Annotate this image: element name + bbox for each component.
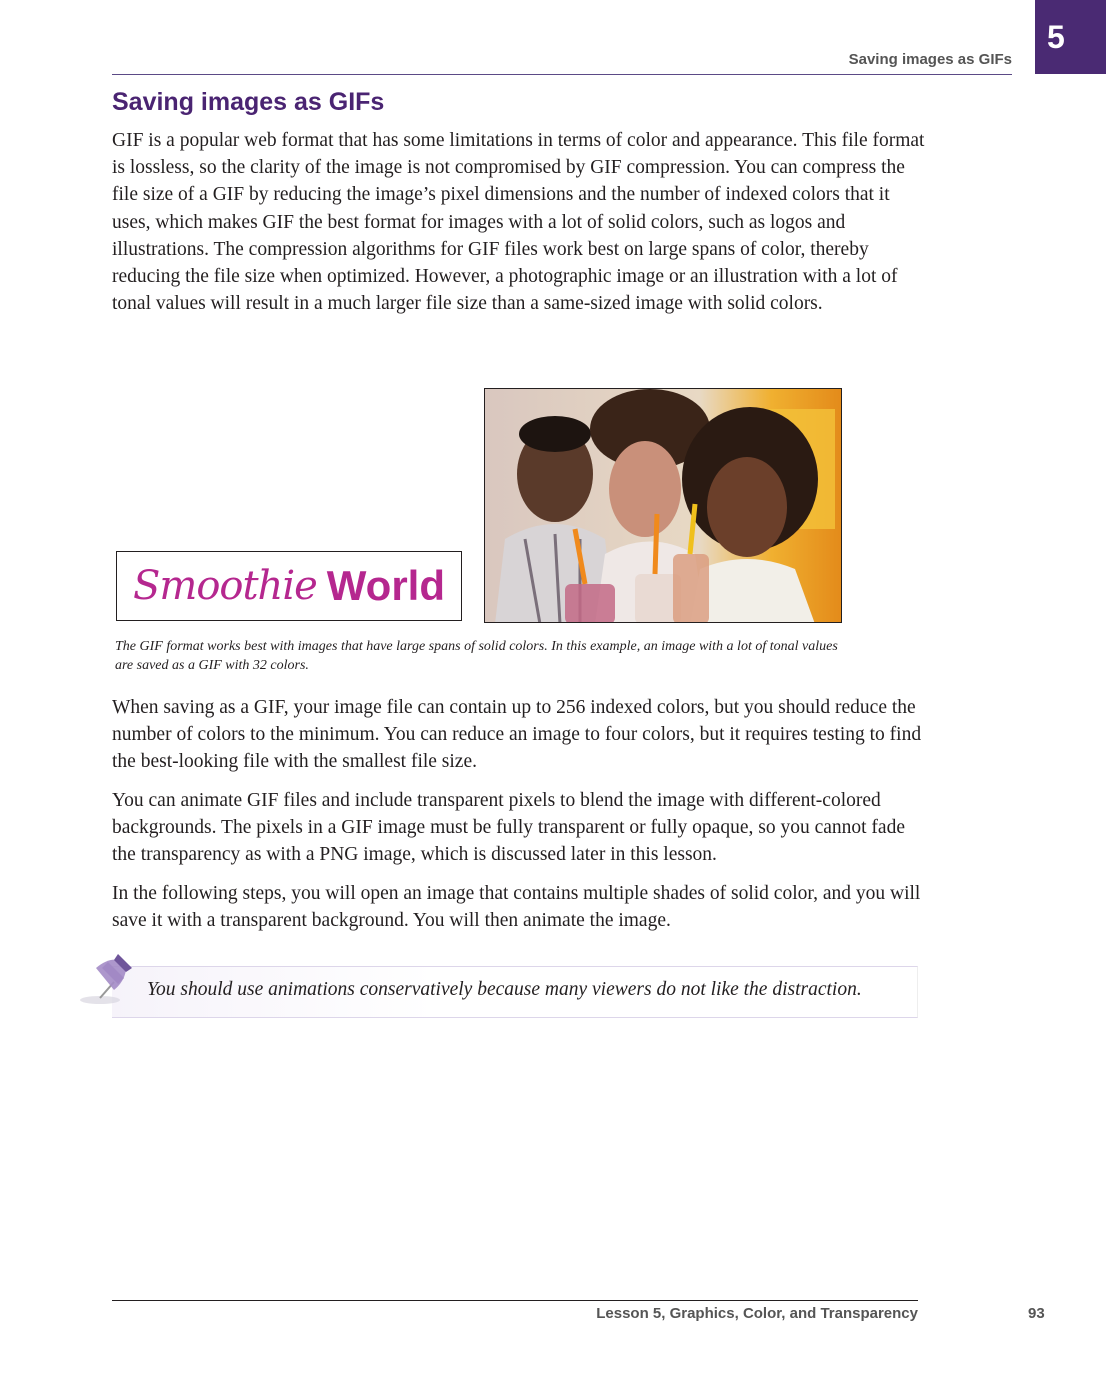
body-paragraph: When saving as a GIF, your image file can contain up to 256 indexed colors, but you should reduce the number of colors to the minimum. You can reduce an image to four colors, but it requires testing to find the best-looking file with the smallest file size. — [112, 697, 922, 773]
friends-photo — [484, 388, 842, 623]
body-paragraph: In the following steps, you will open an image that contains multiple shades of solid color, and you will save it with a transparent background. You will then animate the image. — [112, 883, 921, 932]
logo-script-word: Smoothie — [132, 563, 317, 609]
logo-bold-word: World — [326, 562, 445, 609]
pushpin-icon — [78, 948, 140, 1010]
body-paragraph: You can animate GIF files and include transparent pixels to blend the image with different-colored backgrounds. The pixels in a GIF image must be fully transparent or fully opaque, so you cannot fade the transparency as with a PNG image, which is discussed later in this lesson. — [112, 790, 905, 866]
figure-caption: The GIF format works best with images that have large spans of solid colors. In this example, an image with a lot of tonal values are saved as a GIF with 32 colors. — [115, 639, 838, 673]
footer-rule — [112, 1300, 918, 1301]
footer-lesson-title: Lesson 5, Graphics, Color, and Transparency — [596, 1305, 918, 1322]
page-number: 93 — [1028, 1305, 1045, 1322]
running-header-title: Saving images as GIFs — [848, 51, 1012, 68]
photo-illustration — [485, 389, 842, 623]
running-header — [112, 48, 1012, 75]
section-heading: Saving images as GIFs — [112, 88, 385, 116]
smoothie-world-logo — [116, 551, 462, 621]
chapter-number-tab: 5 — [1035, 0, 1106, 74]
body-paragraph: GIF is a popular web format that has some limitations in terms of color and appearance. This file format is lossless, so the clarity of the image is not compromised by GIF compression. You can compress the file size of a GIF by reducing the image’s pixel dimensions and the number of indexed colors that it uses, which makes GIF the best format for images with a lot of solid colors, such as logos and illustrations. The compression algorithms for GIF files work best on large spans of color, thereby reducing the file size when optimized. However, a photographic image or an illustration with a lot of tonal values will result in a much larger file size than a same-sized image with solid colors. — [112, 130, 925, 315]
tip-box — [112, 966, 918, 1018]
tip-text: You should use animations conservatively because many viewers do not like the distraction. — [147, 979, 862, 1000]
